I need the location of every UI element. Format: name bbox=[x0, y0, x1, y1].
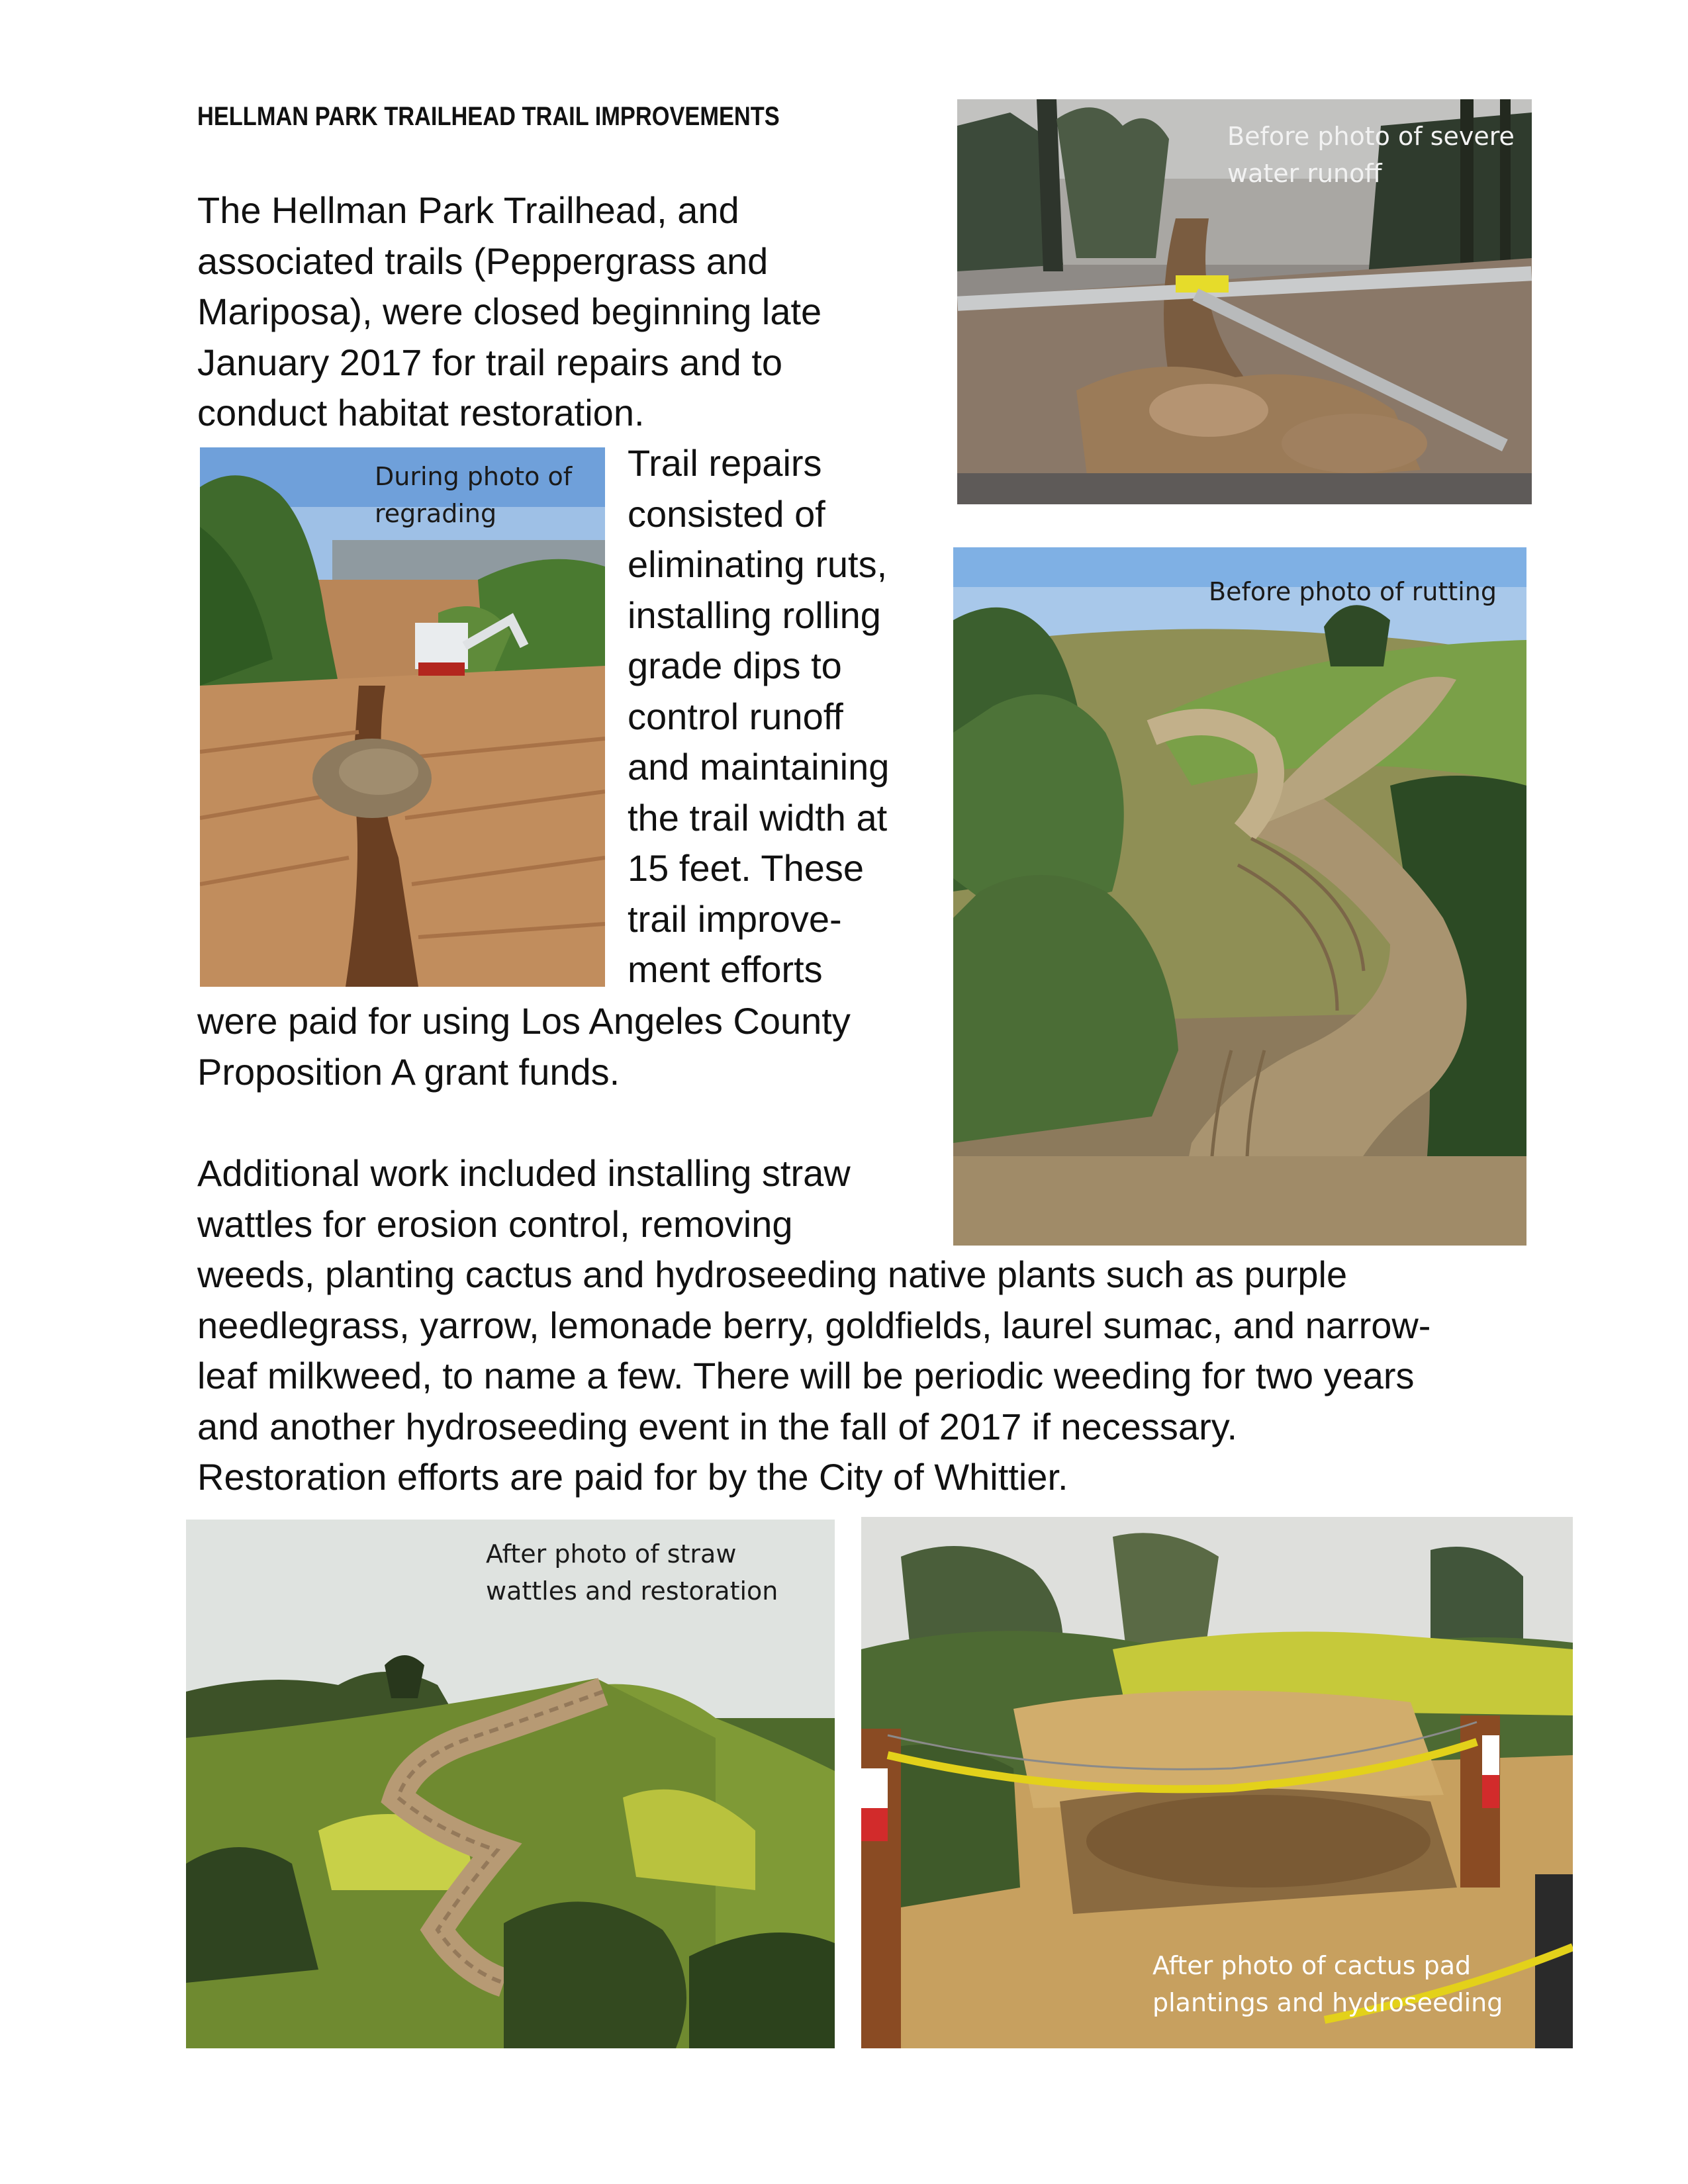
intro-line: conduct habitat restoration. bbox=[197, 392, 645, 433]
funding-paragraph bbox=[197, 996, 851, 1097]
cactus-caption-line: After photo of cactus pad bbox=[1152, 1951, 1472, 1980]
additional-line: needlegrass, yarrow, lemonade berry, goldfields, laurel sumac, and narrow- bbox=[197, 1304, 1431, 1346]
additional-line: Restoration efforts are paid for by the City of Whittier. bbox=[197, 1456, 1068, 1498]
intro-line: January 2017 for trail repairs and to bbox=[197, 341, 783, 383]
repairs-line: grade dips to bbox=[628, 645, 842, 686]
regrading-caption bbox=[375, 458, 572, 532]
cactus-caption-line: plantings and hydroseeding bbox=[1152, 1988, 1503, 2017]
repairs-line: and maintaining bbox=[628, 746, 890, 788]
additional-line: weeds, planting cactus and hydroseeding native plants such as purple bbox=[197, 1253, 1348, 1295]
wattles-caption bbox=[486, 1535, 778, 1610]
runoff-caption-line: water runoff bbox=[1227, 159, 1382, 188]
rutting-image bbox=[953, 547, 1526, 1246]
intro-line: Mariposa), were closed beginning late bbox=[197, 291, 822, 332]
runoff-caption-line: Before photo of severe bbox=[1227, 122, 1515, 151]
repairs-line: Trail repairs bbox=[628, 442, 822, 484]
regrading-caption-line: regrading bbox=[375, 499, 497, 528]
rutting-caption-line: Before photo of rutting bbox=[1209, 577, 1497, 606]
additional-line: leaf milkweed, to name a few. There will be periodic weeding for two years bbox=[197, 1355, 1415, 1396]
page-heading: HELLMAN PARK TRAILHEAD TRAIL IMPROVEMENTS bbox=[197, 102, 780, 131]
repairs-line: eliminating ruts, bbox=[628, 543, 888, 585]
funding-line: were paid for using Los Angeles County bbox=[197, 1000, 851, 1042]
regrading-caption-line: During photo of bbox=[375, 462, 573, 491]
repairs-line: trail improve- bbox=[628, 897, 842, 940]
cactus-caption bbox=[1152, 1947, 1503, 2021]
repairs-line: installing rolling bbox=[628, 594, 881, 636]
intro-line: associated trails (Peppergrass and bbox=[197, 240, 769, 282]
additional-line: wattles for erosion control, removing bbox=[197, 1203, 793, 1245]
funding-line: Proposition A grant funds. bbox=[197, 1050, 620, 1093]
intro-paragraph bbox=[197, 185, 821, 439]
repairs-line: 15 feet. These bbox=[628, 847, 864, 889]
rutting-caption bbox=[1209, 573, 1497, 610]
wattles-caption-line: wattles and restoration bbox=[486, 1576, 778, 1606]
wattles-caption-line: After photo of straw bbox=[486, 1539, 737, 1569]
photo-rutting bbox=[953, 547, 1526, 1246]
additional-line: and another hydroseeding event in the fall of 2017 if necessary. bbox=[197, 1405, 1238, 1447]
additional-line: Additional work included installing straw bbox=[197, 1152, 851, 1194]
repairs-line: the trail width at bbox=[628, 796, 888, 839]
repairs-line: ment efforts bbox=[628, 948, 823, 990]
repairs-line: consisted of bbox=[628, 492, 825, 535]
intro-line: The Hellman Park Trailhead, and bbox=[197, 189, 739, 231]
repairs-paragraph bbox=[628, 438, 889, 995]
repairs-line: control runoff bbox=[628, 695, 843, 737]
runoff-caption bbox=[1227, 118, 1515, 192]
